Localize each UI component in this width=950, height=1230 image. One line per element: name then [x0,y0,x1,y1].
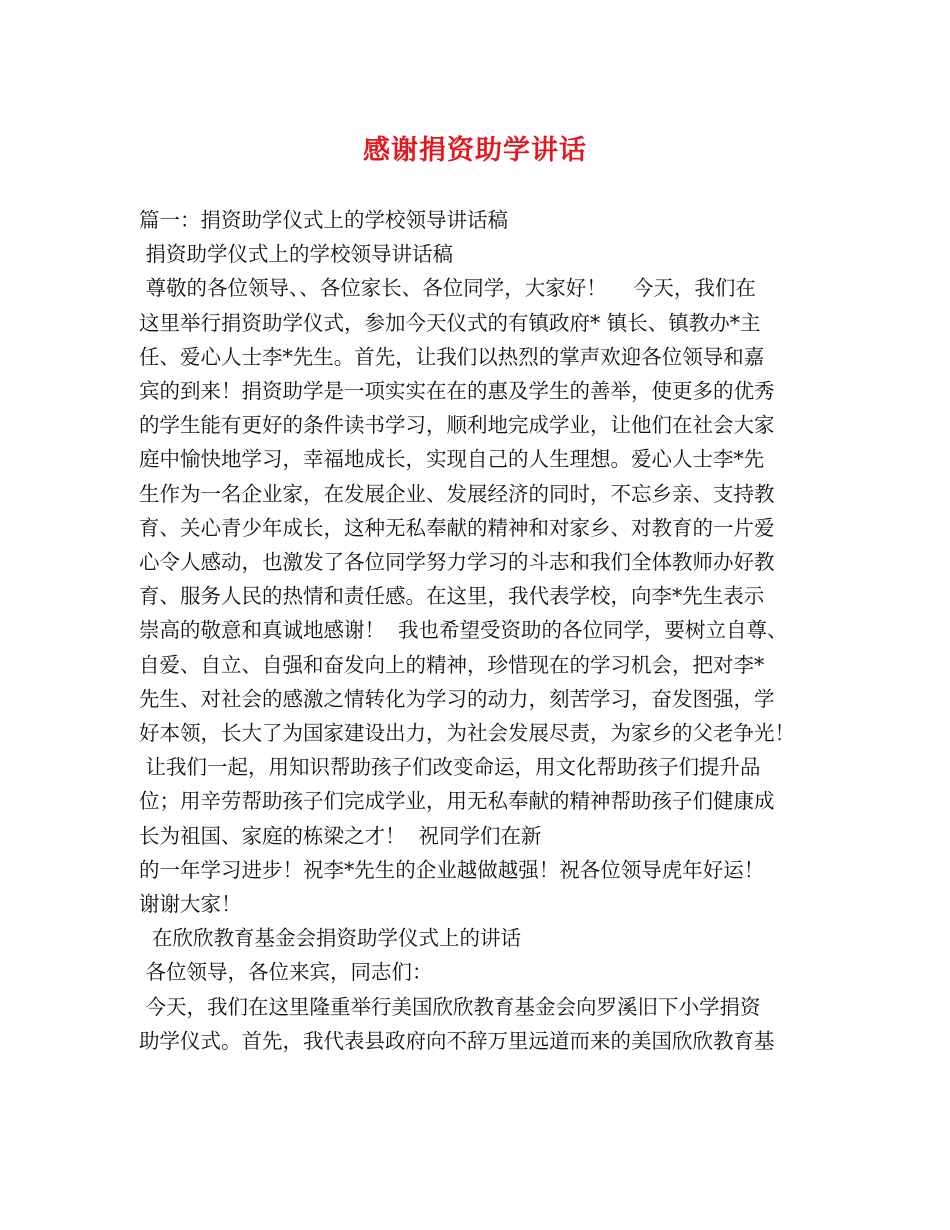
body-line: 的一年学习进步！祝李*先生的企业越做越强！祝各位领导虎年好运！ [139,857,765,882]
body-line: 育、关心青少年成长，这种无私奉献的精神和对家乡、对教育的一片爱 [139,515,775,540]
body-line: 谢谢大家！ [139,892,242,916]
body-line: 长为祖国、家庭的栋梁之才！ 祝同学们在新 [139,823,542,848]
body-line: 篇一：捐资助学仪式上的学校领导讲话稿 [139,208,508,232]
body-line: 任、爱心人士李*先生。首先，让我们以热烈的掌声欢迎各位领导和嘉 [139,344,765,369]
body-line: 宾的到来！捐资助学是一项实实在在的惠及学生的善举，使更多的优秀 [139,379,775,403]
body-line: 崇高的敬意和真诚地感谢！ 我也希望受资助的各位同学，要树立自尊、 [139,618,788,643]
body-line: 庭中愉快地学习，幸福地成长，实现自己的人生理想。爱心人士李*先 [139,447,765,472]
body-line: 的学生能有更好的条件读书学习，顺利地完成学业，让他们在社会大家 [139,413,775,438]
body-line: 育、服务人民的热情和责任感。在这里，我代表学校，向李*先生表示 [139,584,765,609]
body-line: 位；用辛劳帮助孩子们完成学业，用无私奉献的精神帮助孩子们健康成 [139,789,775,814]
body-line: 心令人感动，也激发了各位同学努力学习的斗志和我们全体教师办好教 [139,550,775,574]
document-title: 感谢捐资助学讲话 [363,135,587,166]
body-line: 在欣欣教育基金会捐资助学仪式上的讲话 [139,926,522,951]
body-line: 生作为一名企业家，在发展企业、发展经济的同时，不忘乡亲、支持教 [139,481,775,506]
body-line: 助学仪式。首先，我代表县政府向不辞万里远道而来的美国欣欣教育基 [139,1028,775,1053]
body-line: 好本领，长大了为国家建设出力，为社会发展尽责，为家乡的父老争光！ [139,721,795,745]
body-line: 先生、对社会的感激之情转化为学习的动力，刻苦学习，奋发图强，学 [139,686,775,711]
body-line: 各位领导，各位来宾，同志们： [139,960,433,985]
body-line: 今天，我们在这里隆重举行美国欣欣教育基金会向罗溪旧下小学捐资 [139,994,761,1019]
body-line: 尊敬的各位领导、、各位家长、各位同学，大家好！ 今天，我们在 [139,276,756,301]
body-line: 自爱、自立、自强和奋发向上的精神，珍惜现在的学习机会，把对李* [139,652,765,677]
body-line: 让我们一起，用知识帮助孩子们改变命运，用文化帮助孩子们提升品 [139,755,761,780]
body-line: 这里举行捐资助学仪式，参加今天仪式的有镇政府* 镇长、镇教办*主 [139,310,761,335]
body-line: 捐资助学仪式上的学校领导讲话稿 [139,242,454,267]
